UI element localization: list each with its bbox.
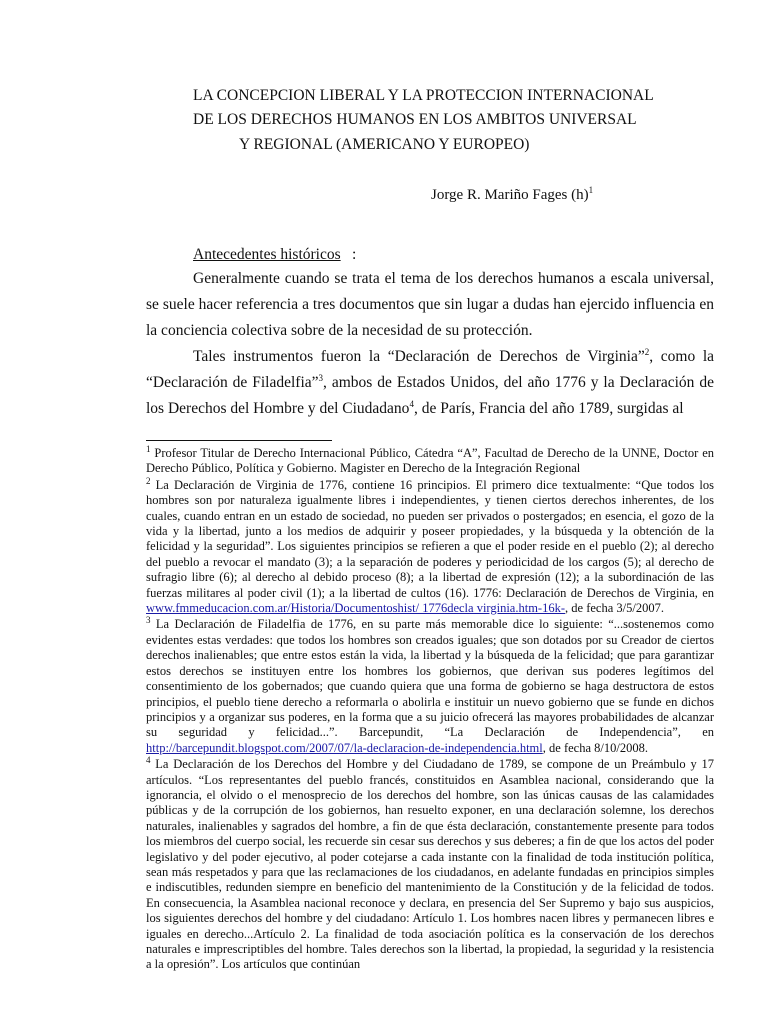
footnote-ref-3[interactable]: 3 (318, 372, 324, 383)
footnote-3 (146, 617, 714, 756)
footnote-3-text: La Declaración de Filadelfia de 1776, en su parte más memorable dice lo siguiente: “...sostenemos como evidentes estas verdades: que todos los hombres son creados iguales; que son dotados por su Creador de ciertos derechos inalienables; que entre estos están la vida, la libertad y la búsqueda de la felicidad; que para garantizar estos derechos se instituyen entre los hombres los gobiernos, que derivan sus poderes legítimos del consentimiento de los gobernados; que cuando quiera que una forma de gobierno se haga destructora de estos principios, el pueblo tiene derecho a reformarla o abolirla e instituir un nuevo gobierno que se funde en dichos principios y a organizar sus poderes, en la forma que a su juicio ofrecerá las mayores probabilidades de alcanzar su seguridad y felicidad...”. Barcepundit, “La Declaración de Independencia”, en (146, 617, 714, 740)
title-line-1: LA CONCEPCION LIBERAL Y LA PROTECCION INTERNACIONAL (193, 87, 654, 104)
footnote-2-tail: , de fecha 3/5/2007. (565, 601, 664, 616)
footnote-3-number: 3 (146, 615, 151, 626)
footnote-4 (146, 754, 714, 973)
footnote-ref-4[interactable]: 4 (409, 398, 414, 409)
footnote-1-number: 1 (146, 443, 151, 454)
author-name: Jorge R. Mariño Fages (h) (431, 187, 589, 203)
footnote-4-text: La Declaración de los Derechos del Hombre y del Ciudadano de 1789, se compone de un Preámbulo y 17 artículos. “Los representantes del pueblo francés, constituidos en Asamblea nacional, considerando que la ignorancia, el olvido o el menosprecio de los derechos del hombre, son las únicas causas de las calamidades públicas y de la corrupción de los gobiernos, han resuelto exponer, en una declaración solemne, los derechos naturales, inalienables y sagrados del hombre, a fin de que ésta declaración, constantemente presente para todos los miembros del cuerpo social, les recuerde sin cesar sus derechos y sus deberes; a fin de que los actos del poder legislativo y del poder ejecutivo, al poder cotejarse a cada instante con la finalidad de toda institución política, sean más respetados y para que las reclamaciones de los ciudadanos, en adelante fundadas en principios simples e indiscutibles, redunden siempre en beneficio del mantenimiento de la Constitución y de la felicidad de todos. En consecuencia, la Asamblea nacional reconoce y declara, en presencia del Ser Supremo y bajo sus auspicios, los siguientes derechos del hombre y del ciudadano: Artículo 1. Los hombres nacen libres y permanecen libres e iguales en derecho...Artículo 2. La finalidad de toda asociación política es la conservación de los derechos naturales e imprescriptibles del hombre. Tales derechos son la libertad, la propiedad, la seguridad y la resistencia a la opresión”. Los artículos que continúan (146, 757, 714, 972)
footnote-4-number: 4 (146, 754, 151, 765)
footnote-2-link[interactable]: www.fmmeducacion.com.ar/Historia/Documentoshist/ 1776decla virginia.htm-16k- (146, 601, 566, 616)
section-heading (193, 246, 341, 264)
body-text (146, 266, 714, 422)
footnote-2-number: 2 (146, 475, 151, 486)
footnote-1 (146, 443, 714, 477)
title-line-2: DE LOS DERECHOS HUMANOS EN LOS AMBITOS UNIVERSAL (193, 111, 637, 128)
section-heading-text: Antecedentes históricos (193, 246, 341, 263)
footnote-separator (146, 440, 332, 441)
body-paragraph-1: Generalmente cuando se trata el tema de los derechos humanos a escala universal, se suele hacer referencia a tres documentos que sin lugar a dudas han ejercido influencia en la conciencia colectiva sobre de la necesidad de su protección. (146, 270, 714, 339)
body-paragraph-2 (146, 344, 714, 422)
p2-text-c: , ambos de Estados Unidos, del año 1776 y la Declaración de los Derechos del Hombre y del Ciudadano (146, 374, 714, 417)
footnote-2 (146, 475, 714, 617)
footnotes (146, 443, 714, 974)
author-line (431, 187, 593, 204)
title-line-3: Y REGIONAL (AMERICANO Y EUROPEO) (239, 136, 530, 153)
section-heading-colon: : (352, 246, 357, 263)
p2-text-b: , como la “Declaración de Filadelfia” (146, 348, 715, 391)
footnote-ref-1[interactable]: 1 (588, 185, 594, 195)
footnote-1-text: Profesor Titular de Derecho Internacional Público, Cátedra “A”, Facultad de Derecho de la UNNE, Doctor en Derecho Público, Política y Gobierno. Magister en Derecho de la Integración Regional (146, 446, 714, 476)
footnote-3-tail: , de fecha 8/10/2008. (542, 740, 648, 755)
footnote-ref-2[interactable]: 2 (644, 346, 650, 357)
footnote-3-link[interactable]: http://barcepundit.blogspot.com/2007/07/la-declaracion-de-independencia.html (146, 740, 543, 755)
footnote-2-text: La Declaración de Virginia de 1776, contiene 16 principios. El primero dice textualmente: “Que todos los hombres son por naturaleza igualmente libres i independientes, y tienen ciertos derechos inherentes, de los cuales, cuando entran en un estado de sociedad, no pueden ser privados o postergados; en esencia, el gozo de la vida y la libertad, junto a los medios de adquirir y poseer propiedades, y la búsqueda y la obtención de la felicidad y la seguridad”. Los siguientes principios se refieren a que el poder reside en el pueblo (2); al derecho del pueblo a revocar el mandato (3); a la separación de poderes y periodicidad de los cargos (5); al derecho de sufragio libre (6); al derecho al debido proceso (8); a la libertad de expresión (12); a la subordinación de las fuerzas militares al poder civil (1); a la libertad de cultos (16). 1776: Declaración de Derechos de Virginia, en (146, 477, 714, 600)
p2-text-d: , de París, Francia del año 1789, surgidas al (413, 400, 684, 417)
p2-text-a: Tales instrumentos fueron la “Declaración de Derechos de Virginia” (193, 348, 645, 365)
